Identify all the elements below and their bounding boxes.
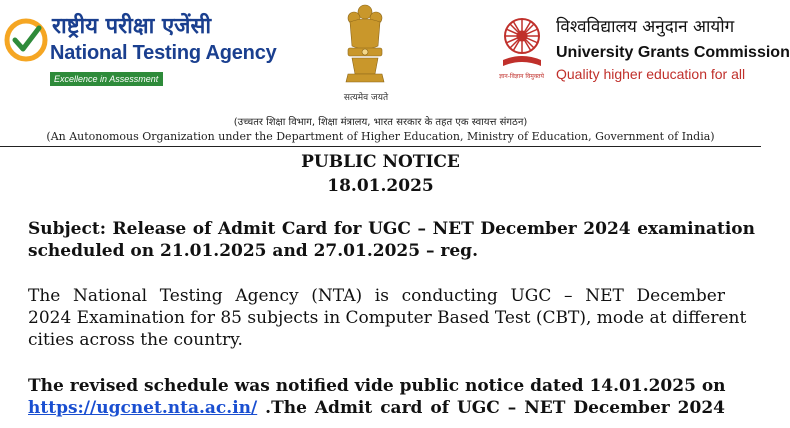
ugc-name-hindi: विश्वविद्यालय अनुदान आयोग	[556, 17, 735, 37]
nta-logo-icon	[4, 18, 48, 62]
subject-line: scheduled on 21.01.2025 and 27.01.2025 – reg.	[28, 241, 478, 261]
paragraph-line	[28, 397, 725, 419]
paragraph-line: The National Testing Agency (NTA) is conducting UGC – NET December	[28, 286, 725, 306]
nta-tagline: Excellence in Assessment	[50, 72, 163, 86]
paragraph-line-rest: .The Admit card of UGC – NET December 2024	[257, 398, 725, 418]
header-divider	[0, 146, 761, 147]
nta-name-hindi: राष्ट्रीय परीक्षा एजेंसी	[52, 14, 212, 39]
ugcnet-website-link[interactable]: https://ugcnet.nta.ac.in/	[28, 398, 258, 418]
organization-subtitle-english: (An Autonomous Organization under the Department of Higher Education, Ministry of Education, Government of India)	[46, 130, 715, 143]
subject-line: Subject: Release of Admit Card for UGC – NET December 2024 examination	[28, 219, 755, 239]
paragraph-line: 2024 Examination for 85 subjects in Computer Based Test (CBT), mode at different	[28, 308, 747, 328]
notice-date: 18.01.2025	[327, 176, 434, 196]
national-emblem-icon	[342, 2, 388, 88]
emblem-motto: सत्यमेव जयते	[343, 93, 389, 103]
ugc-logo-caption: ज्ञान-विज्ञान विमुक्तये	[499, 73, 545, 80]
organization-subtitle-hindi: (उच्चतर शिक्षा विभाग, शिक्षा मंत्रालय, भारत सरकार के तहत एक स्वायत्त संगठन)	[233, 117, 528, 128]
ugc-tagline: Quality higher education for all	[556, 66, 746, 82]
paragraph-line: cities across the country.	[28, 330, 243, 350]
notice-title: PUBLIC NOTICE	[301, 152, 460, 172]
ugc-logo-icon	[497, 14, 547, 76]
paragraph-line: The revised schedule was notified vide public notice dated 14.01.2025 on	[28, 376, 726, 396]
ugc-name-english: University Grants Commission	[556, 44, 790, 61]
nta-name-english: National Testing Agency	[50, 42, 277, 64]
notice-paragraph-1	[28, 285, 747, 351]
notice-paragraph-2	[28, 375, 725, 419]
notice-subject	[28, 218, 755, 262]
